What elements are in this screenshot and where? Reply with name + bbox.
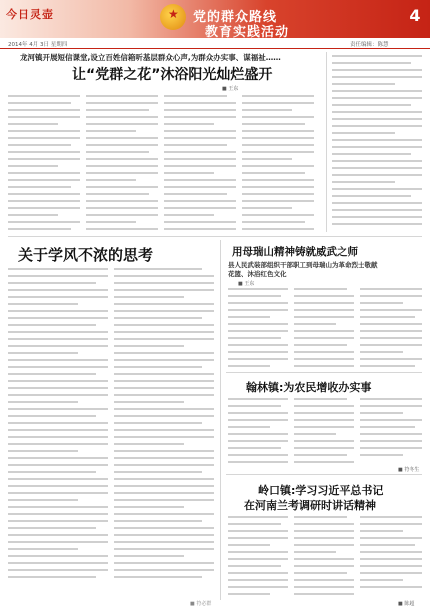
article5-title-line2: 在河南兰考调研时讲话精神: [244, 499, 376, 512]
article2-byline: ■ 符必群: [190, 601, 212, 607]
column-divider: [326, 52, 327, 232]
article4-column-2: [294, 398, 354, 468]
article3-byline: ■ 王东: [238, 281, 255, 287]
star-icon: ★: [168, 7, 179, 21]
article2-title: 关于学风不浓的思考: [18, 246, 154, 264]
article3-title: 用母瑞山精神铸就威武之师: [232, 246, 358, 258]
article3-column-1: [228, 288, 288, 372]
lead-subtitle: 龙河镇开展短信课堂,设立百姓信箱听基层群众心声,为群众办实事、谋福祉……: [20, 53, 281, 62]
paper-name: 今日灵壶: [6, 8, 54, 21]
article5-column-1: [228, 516, 288, 600]
banner-title-line2: 教育实践活动: [205, 25, 290, 40]
lead-column-4: [242, 95, 314, 235]
section-divider: [226, 474, 422, 475]
article3-subtitle-line2: 花篮、沐浴红色文化: [228, 270, 287, 278]
article5-byline: ■ 陈超: [398, 601, 415, 607]
lead-column-2: [86, 95, 158, 235]
column-divider: [220, 240, 221, 600]
section-divider: [226, 372, 422, 373]
article5-column-3: [360, 516, 422, 593]
article2-column-1: [8, 268, 108, 583]
page-number: 4: [409, 6, 421, 25]
banner-title-line1: 党的群众路线: [193, 10, 278, 25]
article5-column-2: [294, 516, 354, 600]
article4-column-3: [360, 398, 422, 461]
header-rule: [0, 48, 430, 49]
article3-column-3: [360, 288, 422, 372]
article4-column-1: [228, 398, 288, 468]
article4-byline: ■ 符冬生: [398, 467, 420, 473]
article3-subtitle-line1: 县人民武装部组织干部职工到母瑞山为革命烈士敬献: [228, 261, 378, 269]
article4-title: 翰林镇:为农民增收办实事: [246, 381, 372, 394]
article2-column-2: [114, 268, 214, 583]
issue-date: 2014年 4月 3日 星期四: [8, 42, 68, 48]
lead-byline: ■ 王东: [222, 86, 239, 92]
right-column: [332, 55, 422, 230]
lead-title: 让“党群之花”沐浴阳光灿烂盛开: [72, 67, 273, 83]
article5-title-line1: 岭口镇:学习习近平总书记: [258, 484, 384, 497]
responsible-editor: 责任编辑：陈慧: [350, 42, 389, 48]
lead-column-3: [164, 95, 236, 235]
article3-column-2: [294, 288, 354, 372]
section-divider: [8, 236, 422, 237]
lead-column-1: [8, 95, 80, 235]
